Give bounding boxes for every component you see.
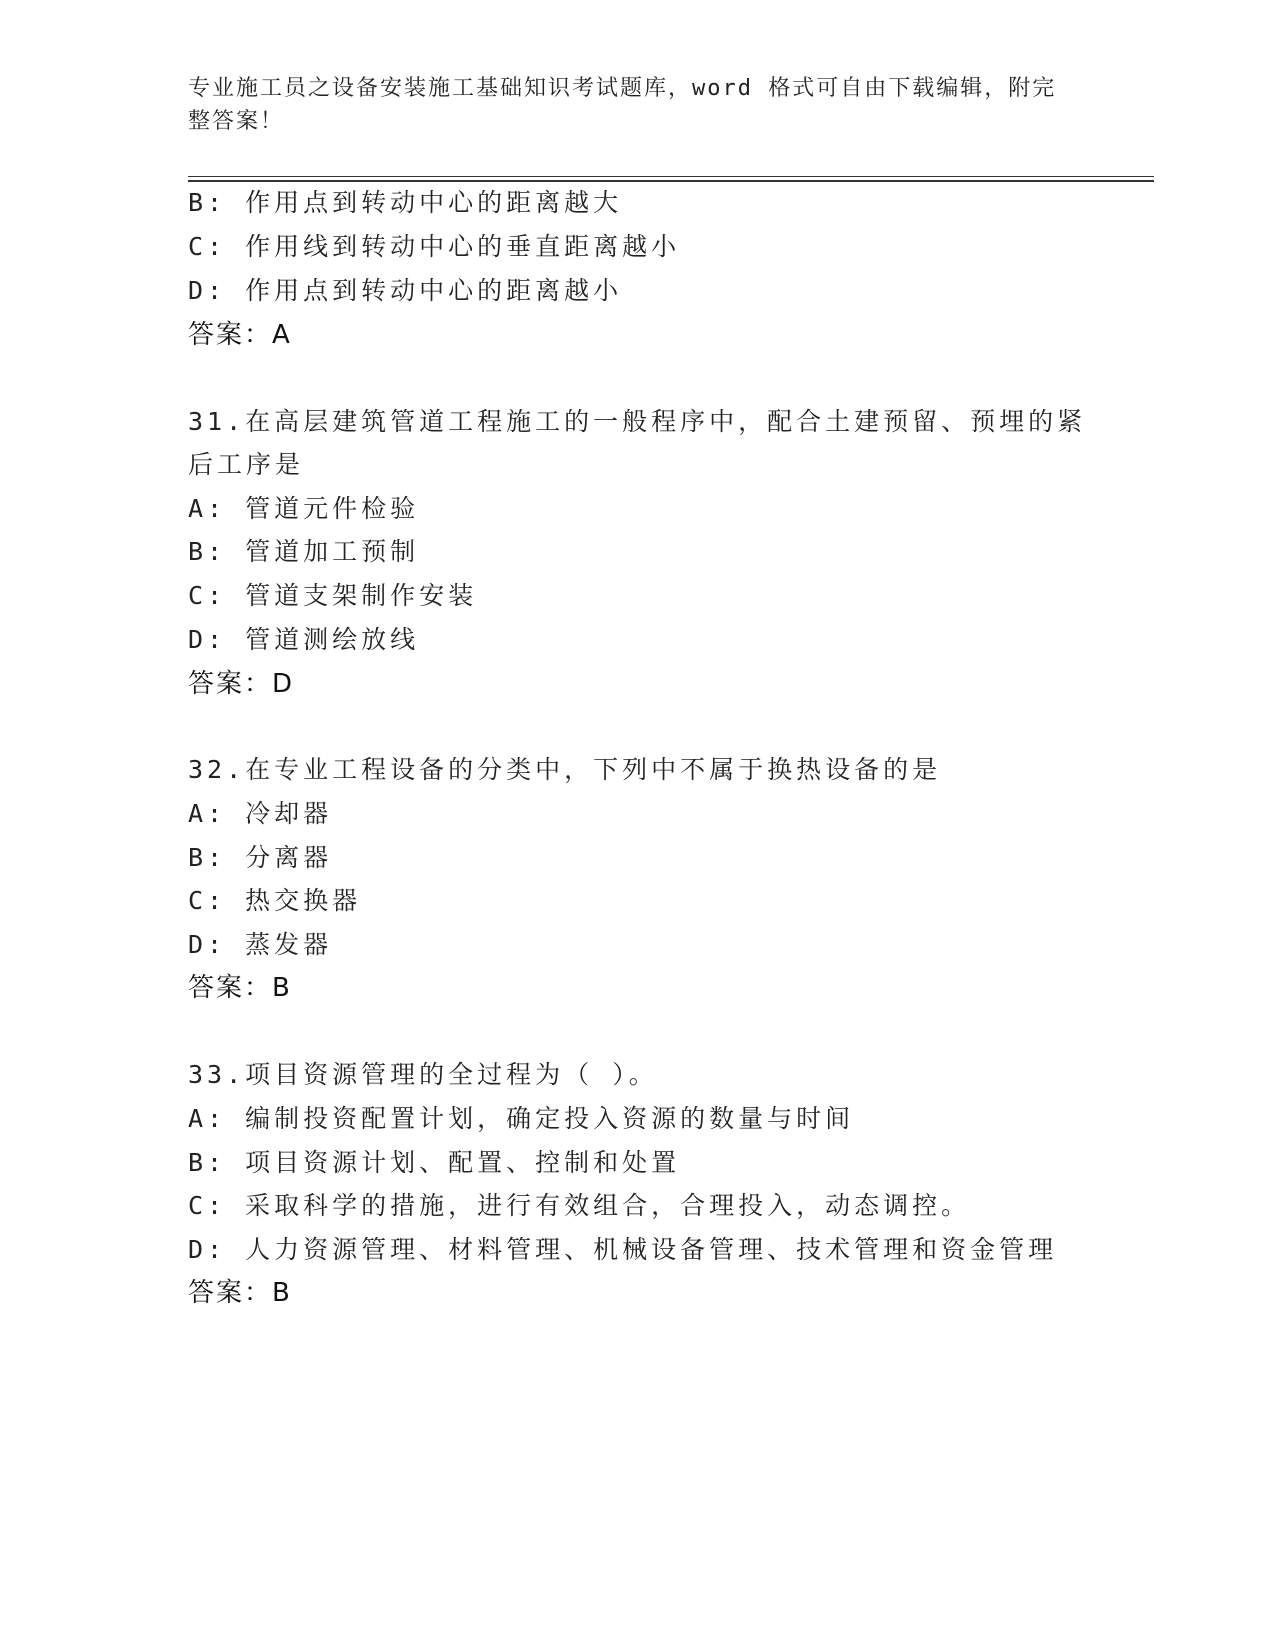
q33-option-b: B: 项目资源计划、配置、控制和处置 xyxy=(188,1148,681,1177)
prev-option-b: B: 作用点到转动中心的距离越大 xyxy=(188,188,623,217)
prev-answer: 答案：A xyxy=(188,320,292,350)
q33-stem: 33.项目资源管理的全过程为（ ）。 xyxy=(188,1060,658,1089)
q32-stem: 32.在专业工程设备的分类中，下列中不属于换热设备的是 xyxy=(188,755,942,784)
q32-option-a: A: 冷却器 xyxy=(188,799,333,828)
q32-option-c: C: 热交换器 xyxy=(188,886,362,915)
q31-option-d: D: 管道测绘放线 xyxy=(188,625,420,654)
header-divider-thin xyxy=(188,176,1154,177)
q31-stem-line2: 后工序是 xyxy=(188,450,305,479)
q31-option-c: C: 管道支架制作安装 xyxy=(188,581,478,610)
q31-answer: 答案：D xyxy=(188,669,295,699)
prev-option-c: C: 作用线到转动中心的垂直距离越小 xyxy=(188,232,681,261)
q31-stem-line1: 31.在高层建筑管道工程施工的一般程序中，配合土建预留、预埋的紧 xyxy=(188,407,1087,436)
q31-option-a: A: 管道元件检验 xyxy=(188,494,420,523)
q33-option-a: A: 编制投资配置计划，确定投入资源的数量与时间 xyxy=(188,1104,855,1133)
q33-option-d: D: 人力资源管理、材料管理、机械设备管理、技术管理和资金管理 xyxy=(188,1235,1058,1264)
q33-option-c: C: 采取科学的措施，进行有效组合，合理投入，动态调控。 xyxy=(188,1191,971,1220)
q33-answer: 答案：B xyxy=(188,1278,292,1308)
q32-option-b: B: 分离器 xyxy=(188,843,333,872)
q32-option-d: D: 蒸发器 xyxy=(188,930,333,959)
document-header: 专业施工员之设备安装施工基础知识考试题库，word 格式可自由下载编辑，附完整答案！ xyxy=(188,76,1057,134)
prev-option-d: D: 作用点到转动中心的距离越小 xyxy=(188,276,623,305)
q31-option-b: B: 管道加工预制 xyxy=(188,537,420,566)
q32-answer: 答案：B xyxy=(188,973,292,1003)
header-divider-thick xyxy=(188,180,1154,182)
